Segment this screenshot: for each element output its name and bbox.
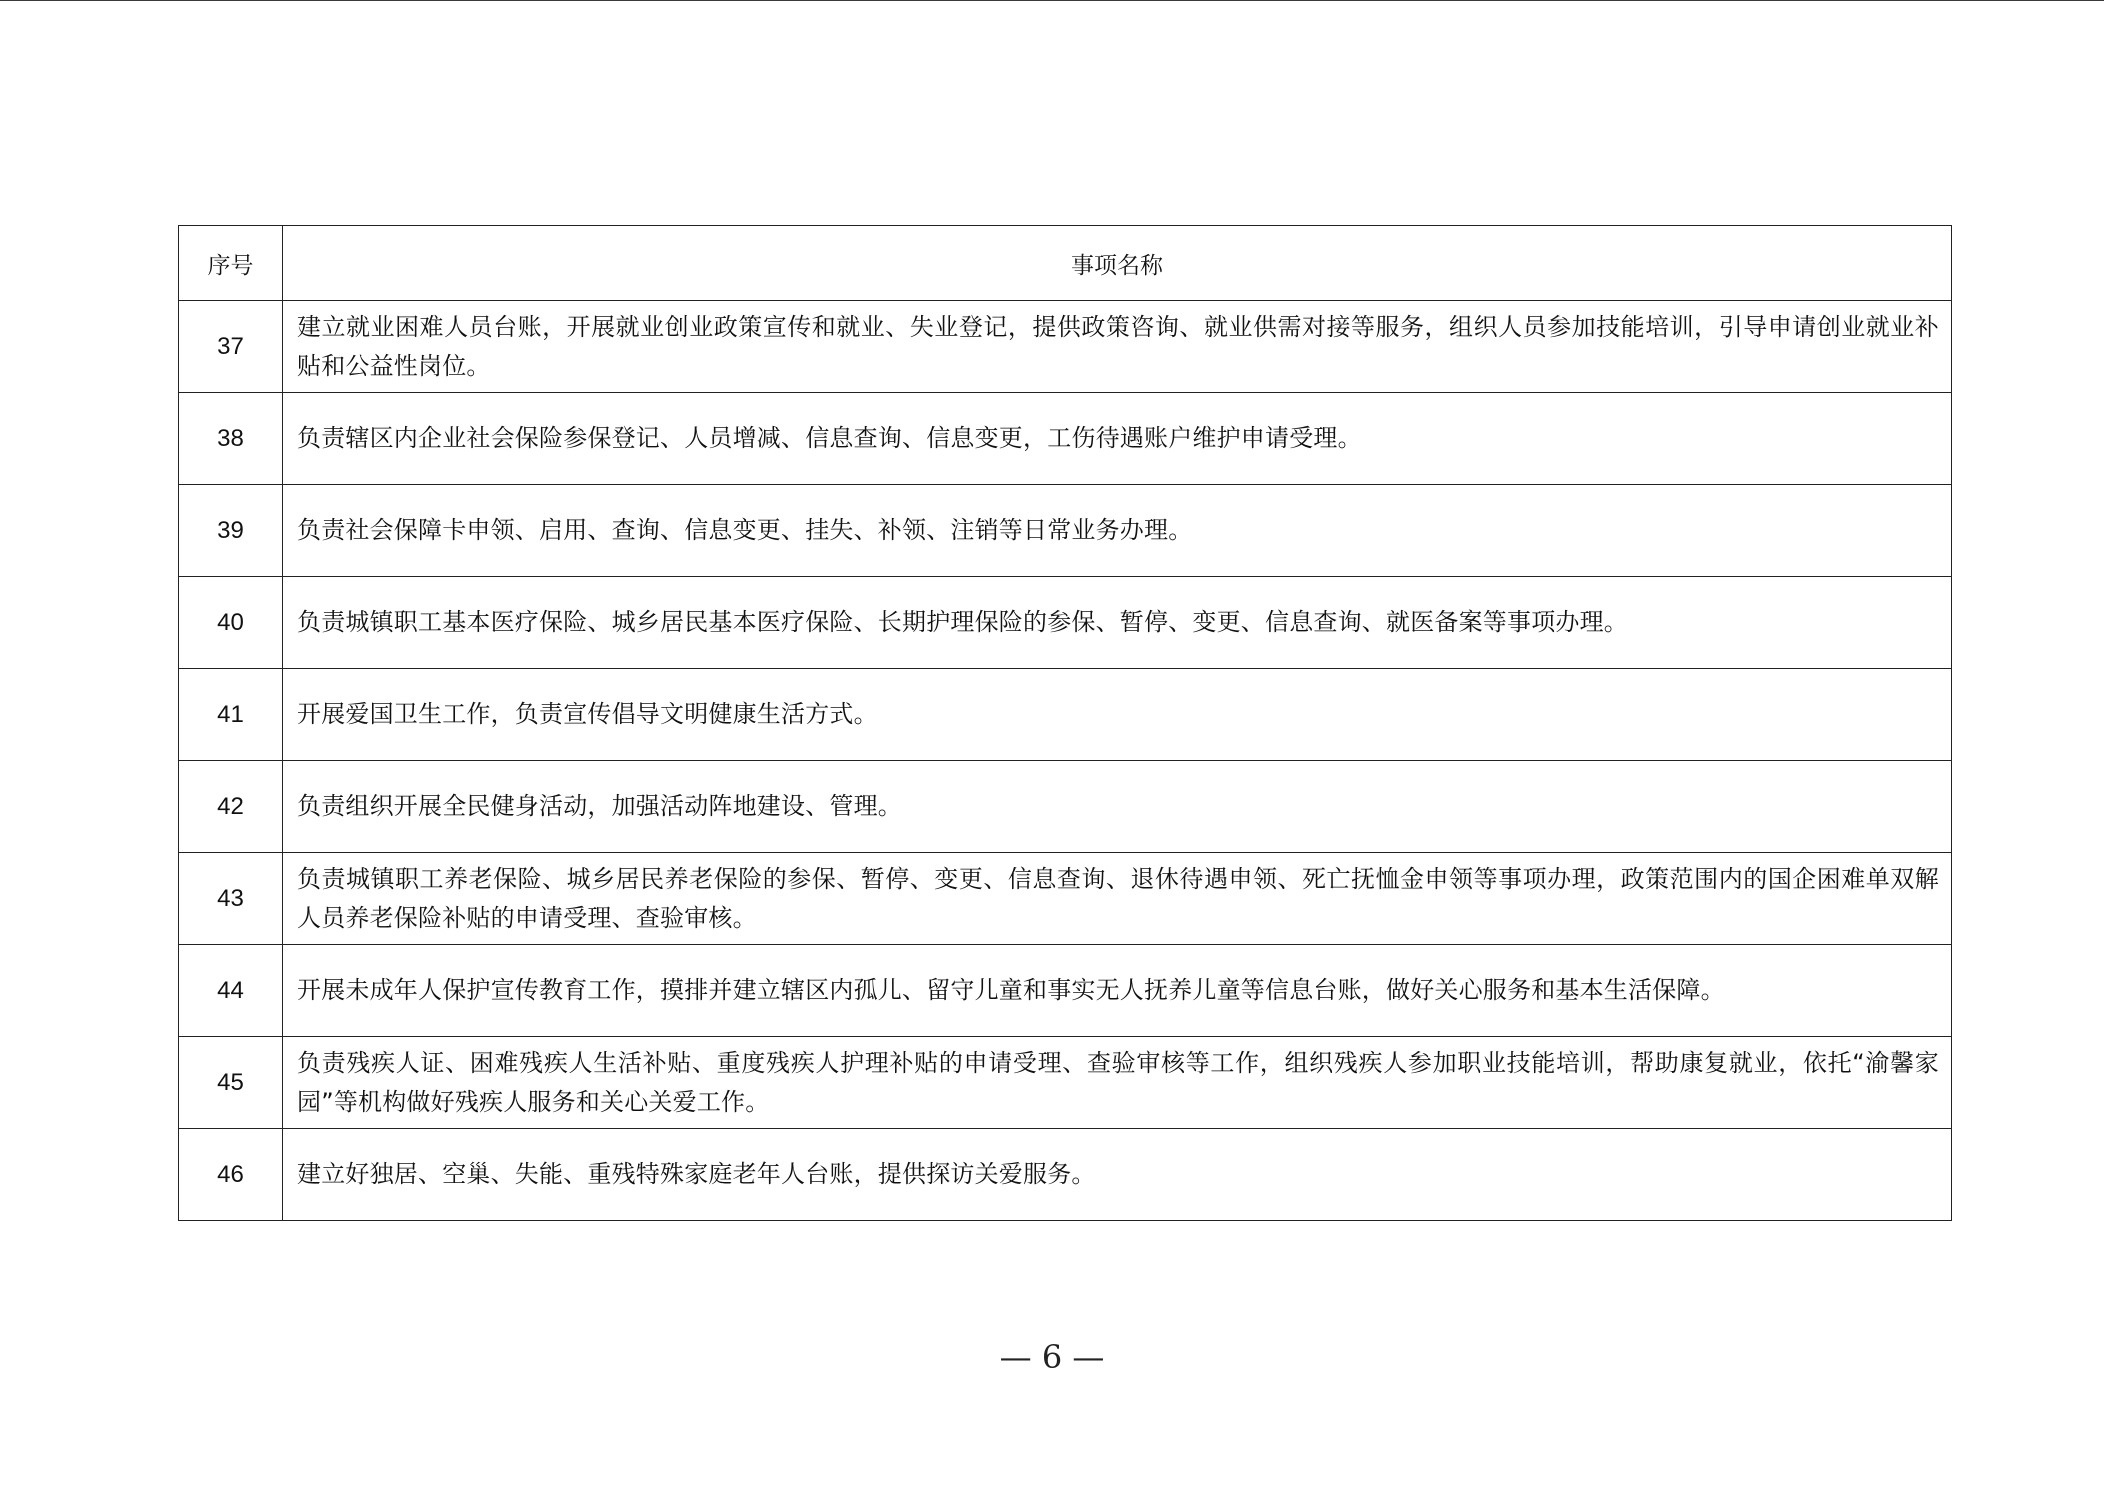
header-name: 事项名称 <box>283 226 1952 301</box>
table-row <box>179 1037 1952 1129</box>
row-number: 41 <box>179 669 283 761</box>
row-number: 42 <box>179 761 283 853</box>
row-number: 46 <box>179 1129 283 1221</box>
row-number: 40 <box>179 577 283 669</box>
row-name: 负责组织开展全民健身活动，加强活动阵地建设、管理。 <box>283 761 1952 853</box>
page-number: — 6 — <box>999 1338 1105 1376</box>
row-name: 负责城镇职工养老保险、城乡居民养老保险的参保、暂停、变更、信息查询、退休待遇申领、死亡抚恤金申领等事项办理，政策范围内的国企困难单双解人员养老保险补贴的申请受理、查验审核。 <box>283 853 1952 945</box>
table-header-row <box>179 226 1952 301</box>
row-number: 44 <box>179 945 283 1037</box>
row-number: 38 <box>179 393 283 485</box>
table-row <box>179 577 1952 669</box>
matters-table-container <box>178 225 1951 1221</box>
matters-table <box>178 225 1952 1221</box>
table-row <box>179 301 1952 393</box>
page-top-edge <box>0 0 2104 1</box>
header-number: 序号 <box>179 226 283 301</box>
row-number: 45 <box>179 1037 283 1129</box>
row-number: 39 <box>179 485 283 577</box>
table-row <box>179 945 1952 1037</box>
table-row <box>179 669 1952 761</box>
row-number: 37 <box>179 301 283 393</box>
row-name: 负责辖区内企业社会保险参保登记、人员增减、信息查询、信息变更，工伤待遇账户维护申请受理。 <box>283 393 1952 485</box>
row-name: 负责城镇职工基本医疗保险、城乡居民基本医疗保险、长期护理保险的参保、暂停、变更、信息查询、就医备案等事项办理。 <box>283 577 1952 669</box>
table-row <box>179 393 1952 485</box>
table-row <box>179 485 1952 577</box>
table-row <box>179 761 1952 853</box>
table-row <box>179 853 1952 945</box>
table-row <box>179 1129 1952 1221</box>
row-name: 建立就业困难人员台账，开展就业创业政策宣传和就业、失业登记，提供政策咨询、就业供需对接等服务，组织人员参加技能培训，引导申请创业就业补贴和公益性岗位。 <box>283 301 1952 393</box>
row-name: 负责社会保障卡申领、启用、查询、信息变更、挂失、补领、注销等日常业务办理。 <box>283 485 1952 577</box>
row-number: 43 <box>179 853 283 945</box>
row-name: 开展未成年人保护宣传教育工作，摸排并建立辖区内孤儿、留守儿童和事实无人抚养儿童等信息台账，做好关心服务和基本生活保障。 <box>283 945 1952 1037</box>
row-name: 开展爱国卫生工作，负责宣传倡导文明健康生活方式。 <box>283 669 1952 761</box>
row-name: 建立好独居、空巢、失能、重残特殊家庭老年人台账，提供探访关爱服务。 <box>283 1129 1952 1221</box>
row-name: 负责残疾人证、困难残疾人生活补贴、重度残疾人护理补贴的申请受理、查验审核等工作，组织残疾人参加职业技能培训，帮助康复就业，依托“渝馨家园”等机构做好残疾人服务和关心关爱工作。 <box>283 1037 1952 1129</box>
